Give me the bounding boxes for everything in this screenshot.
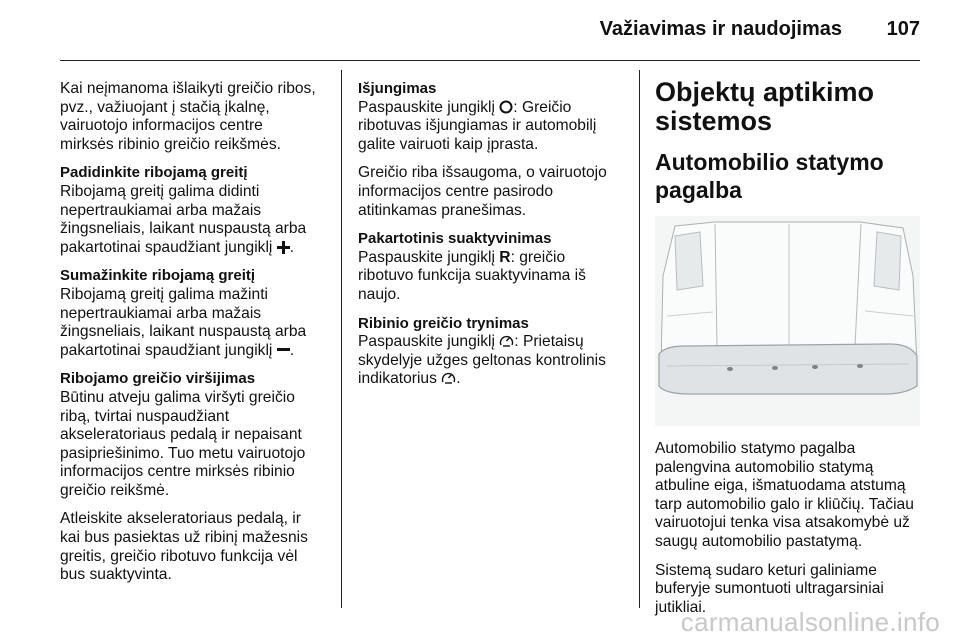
text-line: pvz., važiuojant į stačią įkalnę,	[60, 98, 270, 116]
header-rule	[60, 60, 920, 61]
speed-limiter-icon	[499, 333, 514, 348]
column-3	[655, 78, 925, 627]
text-fragment: .	[289, 341, 295, 359]
text-line: Kai neįmanoma išlaikyti greičio ribos,	[60, 80, 316, 97]
text-line	[358, 99, 628, 118]
text-line: galite vairuoti kaip įprasta.	[358, 135, 539, 153]
text-fragment: Paspauskite jungiklį	[358, 333, 500, 351]
text-line: greičio reikšmė.	[60, 481, 170, 499]
text-fragment: indikatorius	[358, 370, 442, 388]
text-fragment: .	[456, 370, 461, 388]
increase-heading: Padidinkite ribojamą greitį	[60, 164, 248, 182]
text-line	[358, 370, 628, 389]
text-line: mirksės ribinio greičio reikšmės.	[60, 135, 281, 153]
text-line: nepertraukiamai arba mažais	[60, 201, 262, 219]
rear-bumper-illustration	[655, 216, 920, 426]
column-divider-1	[341, 70, 342, 608]
text-line: jutikliai.	[655, 598, 707, 616]
text-line: Ribojamą greitį galima didinti	[60, 182, 260, 200]
text-line: Sistemą sudaro keturi galiniame	[655, 561, 877, 579]
increase-paragraph	[60, 183, 335, 257]
decrease-heading: Sumažinkite ribojamą greitį	[60, 267, 256, 285]
text-line: žingsneliais, laikant nuspaustą arba	[60, 220, 307, 238]
text-line	[358, 333, 628, 352]
text-line: saugų automobilio pastatymą.	[655, 532, 863, 550]
decrease-paragraph	[60, 286, 335, 360]
header-title: Važiavimas ir naudojimas	[599, 18, 842, 40]
plus-icon	[277, 241, 290, 254]
text-line	[358, 249, 628, 268]
van-rear-drawing	[655, 216, 920, 426]
text-fragment: : Greičio	[513, 98, 572, 116]
text-line: vairuotojo informacijos centre	[60, 117, 263, 135]
text-line: naujo.	[358, 285, 401, 303]
speed-limiter-icon	[441, 370, 456, 385]
text-line: Ribojamą greitį galima mažinti	[60, 285, 268, 303]
parking-assist-paragraph	[655, 440, 925, 552]
text-line: atitinkamas pranešimas.	[358, 201, 527, 219]
text-fragment: : Prietaisų	[514, 333, 584, 351]
section-title: Objektų aptikimo sistemos	[655, 77, 875, 136]
off-paragraph	[358, 99, 628, 155]
text-fragment: pakartotinai spaudžiant jungiklį	[60, 238, 277, 256]
text-line: nepertraukiamai arba mažais	[60, 304, 262, 322]
text-line: buferyje sumontuoti ultragarsiniai	[655, 580, 884, 598]
text-line: skydelyje užges geltonas kontrolinis	[358, 351, 606, 369]
text-fragment: pakartotinai spaudžiant jungiklį	[60, 341, 277, 359]
text-line: ribotuvas išjungiamas ir automobilį	[358, 117, 597, 135]
page-number: 107	[886, 18, 920, 40]
text-line: atbuline eiga, išmatuodama atstumą	[655, 477, 906, 495]
column-1	[60, 80, 335, 595]
text-fragment: .	[289, 238, 295, 256]
resume-heading: Pakartotinis suaktyvinimas	[358, 230, 552, 248]
resume-paragraph	[358, 249, 628, 305]
text-line	[60, 239, 335, 258]
text-line: Greičio riba išsaugoma, o vairuotojo	[358, 164, 607, 182]
resume-key-label: R	[499, 248, 511, 266]
text-line	[60, 342, 335, 361]
text-line: tarp automobilio galo ir kliūčių. Tačiau	[655, 495, 914, 513]
text-line: akseleratoriaus pedalą ir nepaisant	[60, 426, 302, 444]
section-subtitle: Automobilio statymo pagalba	[655, 149, 884, 203]
watermark: carmanualsonline.info	[680, 607, 940, 637]
off-heading: Išjungimas	[358, 80, 437, 97]
text-fragment: Paspauskite jungiklį	[358, 248, 500, 266]
text-line: Atleiskite akseleratoriaus pedalą, ir	[60, 510, 301, 528]
text-line: vairuotojui tenka visa atsakomybė už	[655, 514, 910, 532]
text-line: palengvina automobilio statymą	[655, 458, 874, 476]
text-line: Būtinu atveju galima viršyti greičio	[60, 388, 295, 406]
text-line: kai bus pasiektas už ribinį mažesnis	[60, 529, 308, 547]
saved-paragraph	[358, 164, 628, 220]
text-fragment: Paspauskite jungiklį	[358, 98, 500, 116]
text-line: pasipriešinimo. Tuo metu vairuotojo	[60, 444, 306, 462]
intro-paragraph	[60, 80, 335, 154]
text-fragment: : greičio	[510, 248, 566, 266]
delete-heading: Ribinio greičio trynimas	[358, 314, 529, 332]
exceed-paragraph	[60, 389, 335, 501]
release-paragraph	[60, 510, 335, 584]
minus-icon	[277, 344, 290, 357]
text-line: greitis, greičio ribotuvo funkcija vėl	[60, 547, 298, 565]
text-line: ribą, tvirtai nuspaudžiant	[60, 407, 230, 425]
page-header	[0, 0, 960, 62]
column-divider-2	[639, 70, 640, 608]
column-2	[358, 80, 628, 399]
text-line: Automobilio statymo pagalba	[655, 440, 856, 457]
text-line: informacijos centre mirksės ribinio	[60, 463, 295, 481]
delete-paragraph	[358, 333, 628, 389]
text-line: bus suaktyvinta.	[60, 566, 172, 584]
text-line: žingsneliais, laikant nuspaustą arba	[60, 323, 307, 341]
text-line: ribotuvo funkcija suaktyvinama iš	[358, 267, 586, 285]
exceed-heading: Ribojamo greičio viršijimas	[60, 370, 256, 388]
off-circle-icon	[499, 100, 513, 114]
text-line: informacijos centre pasirodo	[358, 182, 554, 200]
